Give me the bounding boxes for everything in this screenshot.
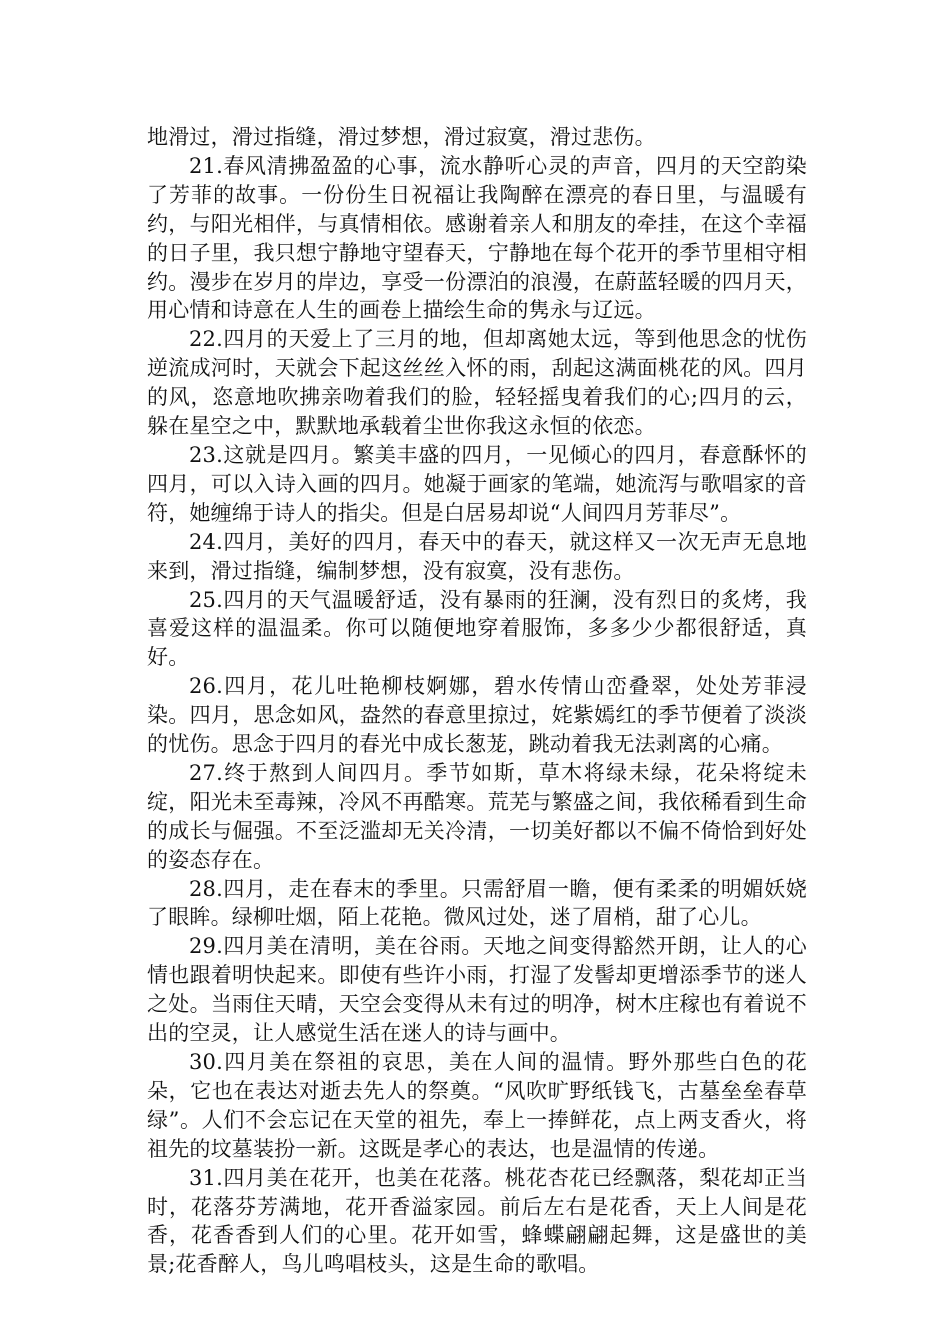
paragraph-29: 29.四月美在清明，美在谷雨。天地之间变得豁然开朗，让人的心情也跟着明快起来。即使有些许小雨，打湿了发髻却更增添季节的迷人之处。当雨住天晴，天空会变得从未有过的明净，树木庄稼也有着说不出的空灵，让人感觉生活在迷人的诗与画中。 — [147, 934, 807, 1046]
paragraph-24: 24.四月，美好的四月，春天中的春天，就这样又一次无声无息地来到，滑过指缝，编制梦想，没有寂寞，没有悲伤。 — [147, 529, 807, 583]
paragraph-26: 26.四月，花儿吐艳柳枝婀娜，碧水传情山峦叠翠，处处芳菲浸染。四月，思念如风，盎然的春意里掠过，姹紫嫣红的季节便着了淡淡的忧伤。思念于四月的春光中成长葱茏，跳动着我无法剥离的心痛。 — [147, 674, 807, 757]
paragraph-27: 27.终于熬到人间四月。季节如斯，草木将绿未绿，花朵将绽未绽，阳光未至毒辣，冷风不再酷寒。荒芜与繁盛之间，我依稀看到生命的成长与倔强。不至泛滥却无关冷清，一切美好都以不偏不倚恰到好处的姿态存在。 — [147, 760, 807, 872]
paragraph-continuation: 地滑过，滑过指缝，滑过梦想，滑过寂寞，滑过悲伤。 — [147, 125, 656, 149]
paragraph-30: 30.四月美在祭祖的哀思，美在人间的温情。野外那些白色的花朵，它也在表达对逝去先人的祭奠。“风吹旷野纸钱飞，古墓垒垒春草绿”。人们不会忘记在天堂的祖先，奉上一捧鲜花，点上两支香火，将祖先的坟墓装扮一新。这既是孝心的表达，也是温情的传递。 — [147, 1050, 807, 1161]
paragraph-28: 28.四月，走在春末的季里。只需舒眉一瞻，便有柔柔的明媚妖娆了眼眸。绿柳吐烟，陌上花艳。微风过处，迷了眉梢，甜了心儿。 — [147, 876, 807, 930]
paragraph-23: 23.这就是四月。繁美丰盛的四月，一见倾心的四月，春意酥怀的四月，可以入诗入画的四月。她凝于画家的笔端，她流泻与歌唱家的音符，她缠绵于诗人的指尖。但是白居易却说“人间四月芳菲尽”。 — [147, 442, 807, 525]
paragraph-31: 31.四月美在花开，也美在花落。桃花杏花已经飘落，梨花却正当时，花落芬芳满地，花开香溢家园。前后左右是花香，天上人间是花香，花香香到人们的心里。花开如雪，蜂蝶翩翩起舞，这是盛世的美景;花香醉人，鸟儿鸣唱枝头，这是生命的歌唱。 — [147, 1165, 807, 1277]
document-body — [147, 123, 807, 1279]
paragraph-22: 22.四月的天爱上了三月的地，但却离她太远，等到他思念的忧伤逆流成河时，天就会下起这丝丝入怀的雨，刮起这满面桃花的风。四月的风，恣意地吹拂亲吻着我们的脸，轻轻摇曳着我们的心;四月的云，躲在星空之中，默默地承载着尘世你我这永恒的依恋。 — [147, 327, 807, 439]
paragraph-25: 25.四月的天气温暖舒适，没有暴雨的狂澜，没有烈日的炙烤，我喜爱这样的温温柔。你可以随便地穿着服饰，多多少少都很舒适，真好。 — [147, 587, 807, 670]
paragraph-21: 21.春风清拂盈盈的心事，流水静听心灵的声音，四月的天空韵染了芳菲的故事。一份份生日祝福让我陶醉在漂亮的春日里，与温暖有约，与阳光相伴，与真情相依。感谢着亲人和朋友的牵挂，在这个幸福的日子里，我只想宁静地守望春天，宁静地在每个花开的季节里相守相约。漫步在岁月的岸边，享受一份漂泊的浪漫，在蔚蓝轻暖的四月天，用心情和诗意在人生的画卷上描绘生命的隽永与辽远。 — [147, 153, 807, 323]
